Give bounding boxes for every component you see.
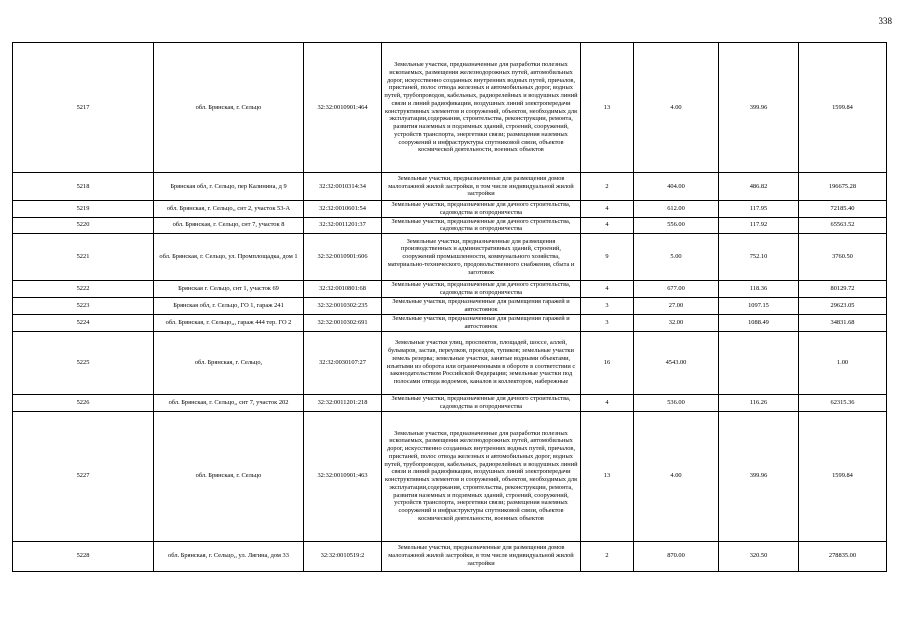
row-number: 5218 [13, 173, 154, 201]
table-row [13, 394, 887, 411]
cadastral-value: 29623.05 [799, 298, 887, 315]
address: обл. Брянская, г. Сельцо, снт 7, участок 8 [154, 217, 304, 234]
use-group: 3 [581, 298, 634, 315]
land-use-description: Земельные участки улиц, проспектов, площадей, шоссе, аллей, бульваров, застав, переулков, проездов, тупиков; земельные участки земель резерва; земельные участки, занятые водными объектами, изъятыми из оборота или ограниченными в обороте в соответствии с законодательством Российской Федерации; земельные участки под полосами отвода водоемов, каналов и коллекторов, набережные [382, 331, 581, 394]
area: 27.00 [634, 298, 719, 315]
address: обл. Брянская, г. Сельцо [154, 411, 304, 541]
use-group: 3 [581, 314, 634, 331]
address: Брянская г. Сельцо, снт 1, участок 69 [154, 281, 304, 298]
row-number: 5227 [13, 411, 154, 541]
use-group: 2 [581, 541, 634, 571]
row-number: 5225 [13, 331, 154, 394]
table-row [13, 217, 887, 234]
row-number: 5226 [13, 394, 154, 411]
land-use-description: Земельные участки, предназначенные для размещения производственных и административных зданий, строений, сооружений промышленности, коммунального хозяйства, материально-технического, продовольственного снабжения, сбыта и заготовок [382, 234, 581, 281]
cadastral-number: 32:32:0010601:54 [304, 201, 382, 218]
table-row [13, 411, 887, 541]
use-group: 4 [581, 201, 634, 218]
address: обл. Брянская, г. Сельцо [154, 43, 304, 173]
land-use-description: Земельные участки, предназначенные для размещения домов малоэтажной жилой застройки, в том числе индивидуальной жилой застройки [382, 173, 581, 201]
address: обл. Брянская, г. Сельцо,,, гараж 444 тер. ГО 2 [154, 314, 304, 331]
land-use-description: Земельные участки, предназначенные для размещения гаражей и автостоянок [382, 314, 581, 331]
land-use-description: Земельные участки, предназначенные для дачного строительства, садоводства и огородничества [382, 394, 581, 411]
cadastral-number: 32:32:0010901:464 [304, 43, 382, 173]
use-group: 9 [581, 234, 634, 281]
land-use-description: Земельные участки, предназначенные для дачного строительства, садоводства и огородничества [382, 281, 581, 298]
specific-value: 320.50 [719, 541, 799, 571]
table-row [13, 541, 887, 571]
cadastral-value: 3760.50 [799, 234, 887, 281]
cadastral-number: 32:32:0010314:34 [304, 173, 382, 201]
table-row [13, 298, 887, 315]
land-use-description: Земельные участки, предназначенные для дачного строительства, садоводства и огородничества [382, 201, 581, 218]
cadastral-value: 278835.00 [799, 541, 887, 571]
area: 4.00 [634, 43, 719, 173]
row-number: 5222 [13, 281, 154, 298]
page-number: 338 [878, 16, 892, 26]
cadastral-value: 196675.28 [799, 173, 887, 201]
address: обл. Брянская, г. Сельцо,, ул. Лягина, дом 33 [154, 541, 304, 571]
address: обл. Брянская, г. Сельцо,, снт 7, участок 202 [154, 394, 304, 411]
cadastral-number: 32:32:0010901:606 [304, 234, 382, 281]
table-row [13, 43, 887, 173]
area: 4.00 [634, 411, 719, 541]
row-number: 5228 [13, 541, 154, 571]
specific-value: 1097.15 [719, 298, 799, 315]
address: обл. Брянская, г. Сельцо,, снт 2, участок 53-А [154, 201, 304, 218]
area: 612.00 [634, 201, 719, 218]
area: 4543.00 [634, 331, 719, 394]
area: 870.00 [634, 541, 719, 571]
land-use-description: Земельные участки, предназначенные для дачного строительства, садоводства и огородничества [382, 217, 581, 234]
cadastral-value: 72185.40 [799, 201, 887, 218]
table-row [13, 314, 887, 331]
table-row [13, 201, 887, 218]
cadastral-value: 80129.72 [799, 281, 887, 298]
cadastral-number: 32:32:0011201:37 [304, 217, 382, 234]
area: 677.00 [634, 281, 719, 298]
address: обл. Брянская, г. Сельцо, [154, 331, 304, 394]
cadastral-number: 32:32:0010801:68 [304, 281, 382, 298]
row-number: 5219 [13, 201, 154, 218]
specific-value: 399.96 [719, 411, 799, 541]
table-row [13, 281, 887, 298]
area: 536.00 [634, 394, 719, 411]
specific-value: 1088.49 [719, 314, 799, 331]
land-use-description: Земельные участки, предназначенные для размещения гаражей и автостоянок [382, 298, 581, 315]
cadastral-value: 34831.68 [799, 314, 887, 331]
land-use-description: Земельные участки, предназначенные для размещения домов малоэтажной жилой застройки, в том числе индивидуальной жилой застройки [382, 541, 581, 571]
cadastral-number: 32:32:0010302:235 [304, 298, 382, 315]
address: обл. Брянская, г. Сельцо, ул. Промплощадка, дом 1 [154, 234, 304, 281]
cadastral-number: 32:32:0010302:691 [304, 314, 382, 331]
use-group: 4 [581, 281, 634, 298]
row-number: 5224 [13, 314, 154, 331]
cadastral-value: 1.00 [799, 331, 887, 394]
specific-value: 752.10 [719, 234, 799, 281]
land-use-description: Земельные участки, предназначенные для разработки полезных ископаемых, размещения железнодорожных путей, автомобильных дорог, искусственно созданных внутренних водных путей, причалов, пристаней, полос отвода железных и автомобильных дорог, водных путей, трубопроводов, кабельных, радиорелейных и воздушных линий связи и линий радиофикации, воздушных линий электропередачи конструктивных элементов и сооружений, объектов, необходимых для эксплуатации,содержания, строительства, реконструкции, ремонта, развития наземных и подземных зданий, строений, сооружений, устройств транспорта, энергетики связи; размещения наземных сооружений и инфраструктуры спутниковой связи, объектов космической деятельности, военных объектов [382, 43, 581, 173]
table-row [13, 173, 887, 201]
specific-value [719, 331, 799, 394]
row-number: 5220 [13, 217, 154, 234]
table-row [13, 331, 887, 394]
row-number: 5217 [13, 43, 154, 173]
use-group: 4 [581, 394, 634, 411]
land-use-description: Земельные участки, предназначенные для разработки полезных ископаемых, размещения железнодорожных путей, автомобильных дорог, искусственно созданных внутренних водных путей, причалов, пристаней, полос отвода железных и автомобильных дорог, водных путей, трубопроводов, кабельных, радиорелейных и воздушных линий связи и линий радиофикации, воздушных линий электропередачи конструктивных элементов и сооружений, объектов, необходимых для эксплуатации,содержания, строительства, реконструкции, ремонта, развития наземных и подземных зданий, строений, сооружений, устройств транспорта, энергетики связи; размещения наземных сооружений и инфраструктуры спутниковой связи, объектов космической деятельности, военных объектов [382, 411, 581, 541]
cadastral-number: 32:32:0030107:27 [304, 331, 382, 394]
cadastral-value: 1599.84 [799, 43, 887, 173]
row-number: 5223 [13, 298, 154, 315]
table-row [13, 234, 887, 281]
specific-value: 399.96 [719, 43, 799, 173]
cadastral-number: 32:32:0010519:2 [304, 541, 382, 571]
cadastral-value: 62315.36 [799, 394, 887, 411]
specific-value: 118.36 [719, 281, 799, 298]
use-group: 13 [581, 411, 634, 541]
cadastral-value: 65563.52 [799, 217, 887, 234]
use-group: 4 [581, 217, 634, 234]
specific-value: 117.95 [719, 201, 799, 218]
cadastral-number: 32:32:0011201:218 [304, 394, 382, 411]
use-group: 2 [581, 173, 634, 201]
use-group: 13 [581, 43, 634, 173]
area: 32.00 [634, 314, 719, 331]
cadastral-number: 32:32:0010901:463 [304, 411, 382, 541]
row-number: 5221 [13, 234, 154, 281]
land-registry-table [12, 42, 887, 572]
use-group: 16 [581, 331, 634, 394]
address: Брянская обл, г. Сельцо, пер Калинина, д 9 [154, 173, 304, 201]
area: 5.00 [634, 234, 719, 281]
cadastral-value: 1599.84 [799, 411, 887, 541]
specific-value: 486.82 [719, 173, 799, 201]
specific-value: 117.92 [719, 217, 799, 234]
area: 404.00 [634, 173, 719, 201]
specific-value: 116.26 [719, 394, 799, 411]
area: 556.00 [634, 217, 719, 234]
address: Брянская обл, г. Сельцо, ГО 1, гараж 241 [154, 298, 304, 315]
